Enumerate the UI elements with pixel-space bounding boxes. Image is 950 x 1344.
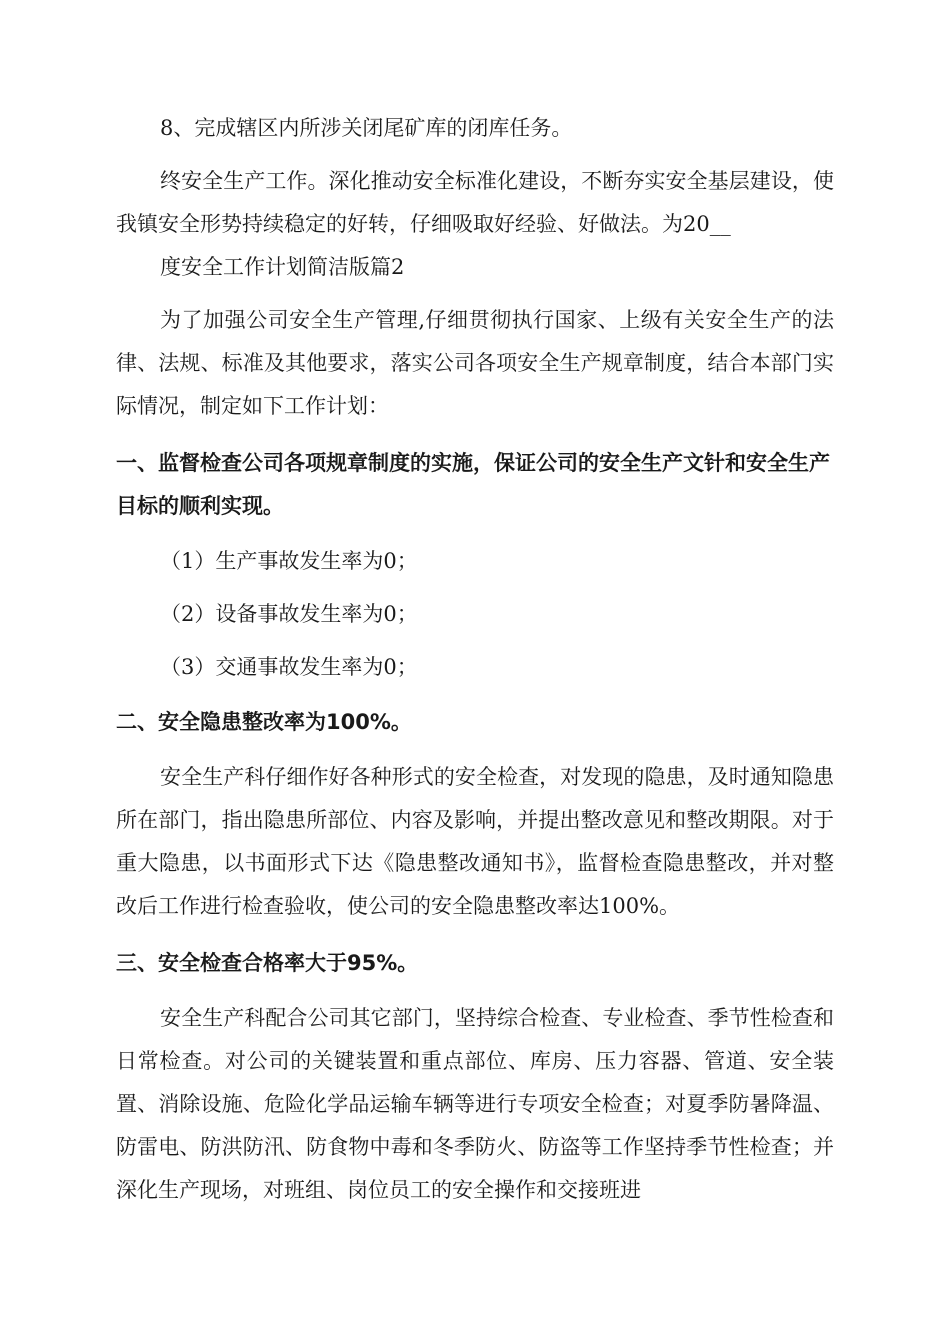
- paragraph-plan-title: 度安全工作计划简洁版篇2: [160, 255, 405, 279]
- paragraph-safety-work: 终安全生产工作。深化推动安全标准化建设，不断夯实安全基层建设，使我镇安全形势持续稳定的好转，仔细吸取好经验、好做法。为20__: [116, 169, 834, 236]
- section-heading-1: 一、监督检查公司各项规章制度的实施，保证公司的安全生产文针和安全生产目标的顺利实现。: [116, 451, 830, 518]
- section-heading-3: 三、安全检查合格率大于95%。: [116, 951, 419, 975]
- paragraph-task-8: 8、完成辖区内所涉关闭尾矿库的闭库任务。: [160, 116, 573, 140]
- list-item: （3）交通事故发生率为0；: [160, 655, 418, 679]
- paragraph-inspection: 安全生产科配合公司其它部门，坚持综合检查、专业检查、季节性检查和日常检查。对公司的关键装置和重点部位、库房、压力容器、管道、安全装置、消除设施、危险化学品运输车辆等进行专项安全检查；对夏季防暑降温、防雷电、防洪防汛、防食物中毒和冬季防火、防盗等工作坚持季节性检查；并深化生产现场，对班组、岗位员工的安全操作和交接班进: [116, 1006, 834, 1202]
- list-item: （2）设备事故发生率为0；: [160, 602, 418, 626]
- document-page: [116, 107, 834, 1212]
- section-heading-2: 二、安全隐患整改率为100%。: [116, 710, 412, 734]
- list-item: （1）生产事故发生率为0；: [160, 549, 418, 573]
- paragraph-hazard-rectification: 安全生产科仔细作好各种形式的安全检查，对发现的隐患，及时通知隐患所在部门，指出隐患所部位、内容及影响，并提出整改意见和整改期限。对于重大隐患，以书面形式下达《隐患整改通知书》，监督检查隐患整改，并对整改后工作进行检查验收，使公司的安全隐患整改率达100%。: [116, 765, 834, 918]
- paragraph-intro: 为了加强公司安全生产管理,仔细贯彻执行国家、上级有关安全生产的法律、法规、标准及其他要求，落实公司各项安全生产规章制度，结合本部门实际情况，制定如下工作计划：: [116, 308, 834, 418]
